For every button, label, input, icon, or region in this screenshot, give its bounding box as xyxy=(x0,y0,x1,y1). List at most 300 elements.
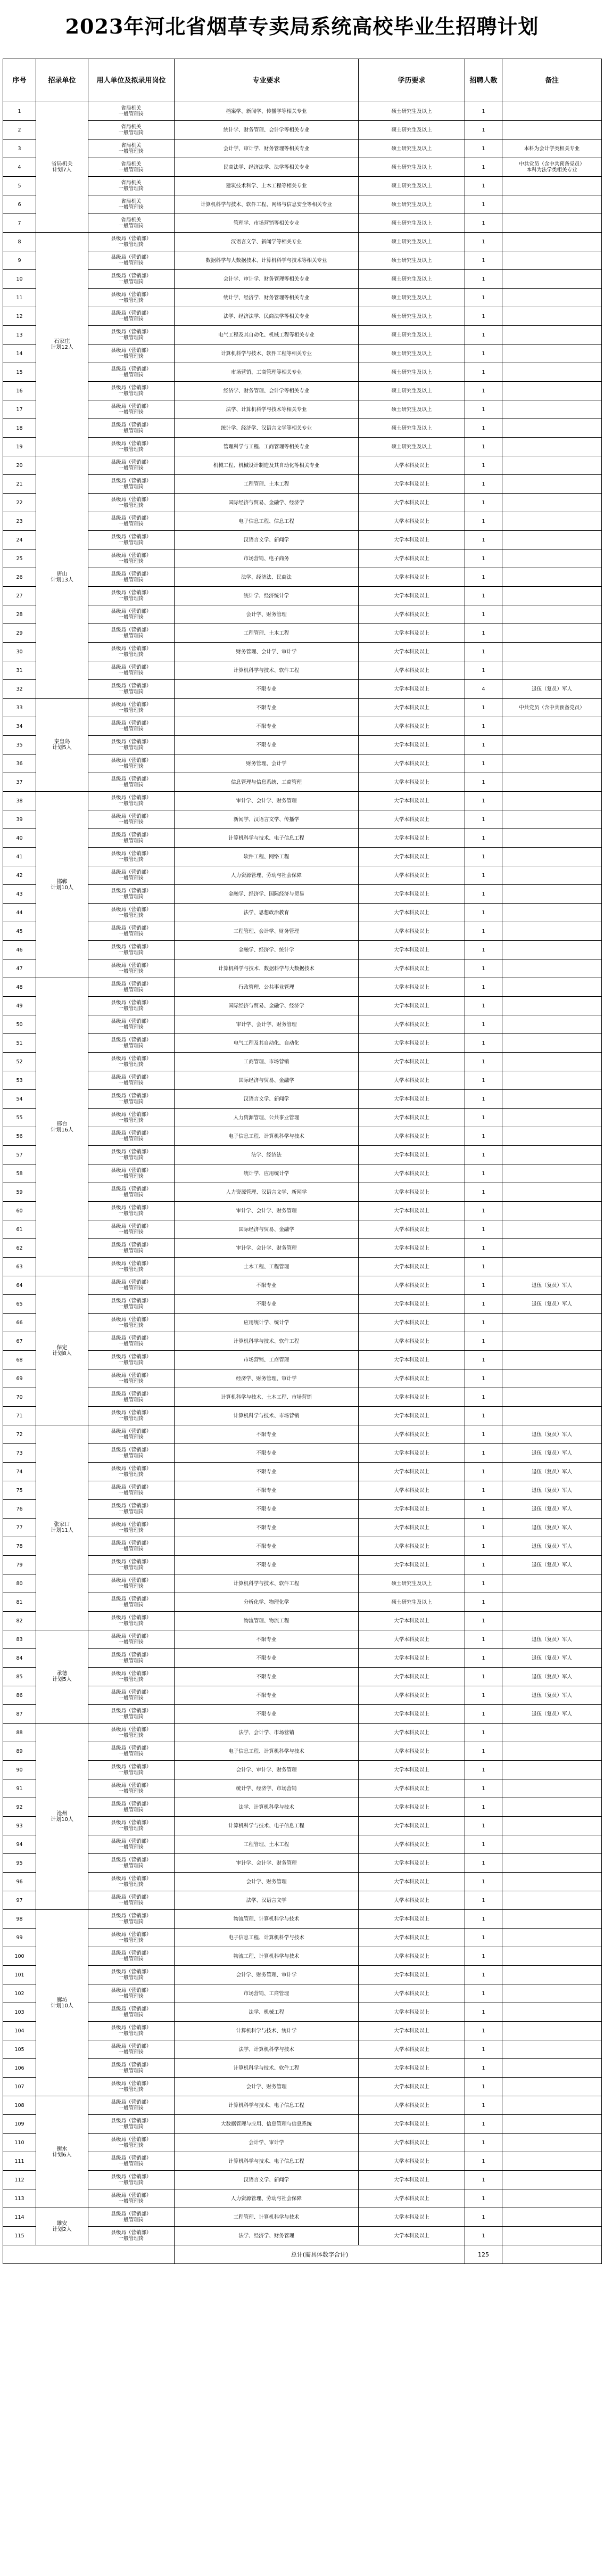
cell-major: 建筑技术科学、土木工程等相关专业 xyxy=(175,177,359,195)
cell-count: 1 xyxy=(465,1873,502,1891)
cell-count: 1 xyxy=(465,1369,502,1388)
cell-dept: 县级局（营销部） 一般管理岗 xyxy=(88,326,175,344)
total-blank xyxy=(3,2245,175,2264)
cell-remark: 退伍（复员）军人 xyxy=(502,1556,602,1574)
cell-remark xyxy=(502,1015,602,1034)
cell-remark xyxy=(502,1593,602,1612)
table-row xyxy=(3,1817,602,1835)
cell-count: 1 xyxy=(465,233,502,251)
cell-major: 法学、经济法学、民商法学等相关专业 xyxy=(175,307,359,326)
cell-count: 1 xyxy=(465,1183,502,1202)
cell-count: 1 xyxy=(465,2078,502,2096)
table-row xyxy=(3,1053,602,1071)
table-row xyxy=(3,1444,602,1463)
cell-major: 大数据管理与应用、信息管理与信息系统 xyxy=(175,2115,359,2134)
cell-edu: 大学本科及以上 xyxy=(359,736,465,754)
cell-count: 1 xyxy=(465,2134,502,2152)
cell-seq: 107 xyxy=(3,2078,36,2096)
cell-seq: 81 xyxy=(3,1593,36,1612)
cell-dept: 县级局（营销部） 一般管理岗 xyxy=(88,1481,175,1500)
table-row xyxy=(3,1649,602,1668)
table-row xyxy=(3,307,602,326)
table-row xyxy=(3,1798,602,1817)
cell-dept: 县级局（营销部） 一般管理岗 xyxy=(88,1761,175,1779)
cell-seq: 26 xyxy=(3,568,36,587)
cell-seq: 30 xyxy=(3,643,36,661)
cell-major: 电子信息工程、计算机科学与技术 xyxy=(175,1127,359,1146)
cell-major: 不限专业 xyxy=(175,1500,359,1519)
table-row xyxy=(3,1164,602,1183)
cell-count: 1 xyxy=(465,1779,502,1798)
cell-dept: 县级局（营销部） 一般管理岗 xyxy=(88,2171,175,2189)
header-remark: 备注 xyxy=(502,59,602,102)
cell-edu: 大学本科及以上 xyxy=(359,2208,465,2227)
cell-count: 1 xyxy=(465,2227,502,2245)
cell-dept: 县级局（营销部） 一般管理岗 xyxy=(88,475,175,494)
table-row xyxy=(3,2189,602,2208)
cell-major: 不限专业 xyxy=(175,1668,359,1686)
cell-count: 1 xyxy=(465,512,502,531)
cell-seq: 29 xyxy=(3,624,36,643)
cell-edu: 硕士研究生及以上 xyxy=(359,307,465,326)
cell-edu: 大学本科及以上 xyxy=(359,699,465,717)
cell-major: 不限专业 xyxy=(175,736,359,754)
cell-count: 1 xyxy=(465,531,502,549)
cell-count: 1 xyxy=(465,829,502,848)
cell-seq: 14 xyxy=(3,344,36,363)
cell-remark xyxy=(502,1090,602,1109)
cell-dept: 县级局（营销部） 一般管理岗 xyxy=(88,1873,175,1891)
cell-seq: 20 xyxy=(3,456,36,475)
cell-major: 土木工程、工程管理 xyxy=(175,1258,359,1276)
cell-seq: 13 xyxy=(3,326,36,344)
table-row xyxy=(3,326,602,344)
cell-major: 物流管理、计算机科学与技术 xyxy=(175,1910,359,1929)
table-row xyxy=(3,1742,602,1761)
cell-dept: 县级局（营销部） 一般管理岗 xyxy=(88,2078,175,2096)
cell-remark: 退伍（复员）军人 xyxy=(502,1276,602,1295)
table-row xyxy=(3,270,602,289)
cell-remark xyxy=(502,1779,602,1798)
cell-count: 1 xyxy=(465,773,502,792)
table-row xyxy=(3,2115,602,2134)
cell-dept: 县级局（营销部） 一般管理岗 xyxy=(88,270,175,289)
cell-major: 法学、计算机科学与技术 xyxy=(175,2040,359,2059)
cell-dept: 县级局（营销部） 一般管理岗 xyxy=(88,2152,175,2171)
cell-remark xyxy=(502,1369,602,1388)
cell-remark xyxy=(502,475,602,494)
cell-seq: 16 xyxy=(3,382,36,400)
cell-remark xyxy=(502,1127,602,1146)
cell-remark xyxy=(502,1071,602,1090)
cell-count: 1 xyxy=(465,1425,502,1444)
cell-edu: 大学本科及以上 xyxy=(359,1183,465,1202)
table-row xyxy=(3,1537,602,1556)
cell-dept: 县级局（营销部） 一般管理岗 xyxy=(88,605,175,624)
cell-dept: 县级局（营销部） 一般管理岗 xyxy=(88,810,175,829)
cell-dept: 县级局（营销部） 一般管理岗 xyxy=(88,531,175,549)
table-row xyxy=(3,1724,602,1742)
cell-count: 1 xyxy=(465,1593,502,1612)
cell-major: 计算机科学与技术、软件工程 xyxy=(175,1574,359,1593)
cell-count: 1 xyxy=(465,1556,502,1574)
cell-seq: 11 xyxy=(3,289,36,307)
cell-count: 1 xyxy=(465,1388,502,1407)
cell-seq: 31 xyxy=(3,661,36,680)
cell-remark: 退伍（复员）军人 xyxy=(502,1444,602,1463)
cell-dept: 县级局（营销部） 一般管理岗 xyxy=(88,959,175,978)
cell-count: 1 xyxy=(465,1519,502,1537)
table-row xyxy=(3,456,602,475)
cell-count: 1 xyxy=(465,1053,502,1071)
cell-dept: 县级局（营销部） 一般管理岗 xyxy=(88,773,175,792)
cell-major: 计算机科学与技术、电子信息工程 xyxy=(175,1817,359,1835)
cell-dept: 县级局（营销部） 一般管理岗 xyxy=(88,344,175,363)
cell-major: 人力资源管理、公共事业管理 xyxy=(175,1109,359,1127)
cell-dept: 县级局（营销部） 一般管理岗 xyxy=(88,1220,175,1239)
cell-remark: 退伍（复员）军人 xyxy=(502,1537,602,1556)
cell-remark xyxy=(502,568,602,587)
cell-major: 法学、经济法 xyxy=(175,1146,359,1164)
cell-major: 计算机科学与技术、电子信息工程 xyxy=(175,829,359,848)
cell-seq: 4 xyxy=(3,158,36,177)
table-row xyxy=(3,1966,602,1984)
cell-remark xyxy=(502,251,602,270)
cell-major: 金融学、经济学、国际经济与贸易 xyxy=(175,885,359,904)
cell-seq: 56 xyxy=(3,1127,36,1146)
table-row xyxy=(3,549,602,568)
cell-remark xyxy=(502,1929,602,1947)
cell-edu: 大学本科及以上 xyxy=(359,1817,465,1835)
cell-count: 1 xyxy=(465,2022,502,2040)
cell-major: 统计学、经济统计学 xyxy=(175,587,359,605)
cell-major: 经济学、财务管理、审计学 xyxy=(175,1369,359,1388)
cell-remark xyxy=(502,1724,602,1742)
cell-dept: 县级局（营销部） 一般管理岗 xyxy=(88,754,175,773)
cell-count: 1 xyxy=(465,754,502,773)
cell-dept: 县级局（营销部） 一般管理岗 xyxy=(88,1537,175,1556)
cell-seq: 83 xyxy=(3,1630,36,1649)
cell-major: 法学、会计学、市场营销 xyxy=(175,1724,359,1742)
cell-count: 1 xyxy=(465,1761,502,1779)
cell-major: 会计学、财务管理 xyxy=(175,1873,359,1891)
cell-major: 不限专业 xyxy=(175,1556,359,1574)
cell-remark xyxy=(502,1910,602,1929)
cell-seq: 47 xyxy=(3,959,36,978)
cell-major: 工程管理、计算机科学与技术 xyxy=(175,2208,359,2227)
cell-edu: 大学本科及以上 xyxy=(359,1425,465,1444)
table-row xyxy=(3,1705,602,1724)
cell-seq: 48 xyxy=(3,978,36,997)
cell-count: 1 xyxy=(465,699,502,717)
cell-count: 1 xyxy=(465,2189,502,2208)
cell-seq: 62 xyxy=(3,1239,36,1258)
cell-count: 1 xyxy=(465,102,502,121)
cell-dept: 县级局（营销部） 一般管理岗 xyxy=(88,456,175,475)
cell-count: 1 xyxy=(465,587,502,605)
total-remark xyxy=(502,2245,602,2264)
cell-major: 管理学、市场营销等相关专业 xyxy=(175,214,359,233)
cell-count: 1 xyxy=(465,307,502,326)
cell-remark xyxy=(502,2115,602,2134)
cell-major: 计算机科学与技术、软件工程、网络与信息安全等相关专业 xyxy=(175,195,359,214)
cell-remark xyxy=(502,885,602,904)
cell-remark xyxy=(502,1854,602,1873)
cell-seq: 50 xyxy=(3,1015,36,1034)
cell-major: 人力资源管理、汉语言文学、新闻学 xyxy=(175,1183,359,1202)
cell-count: 1 xyxy=(465,1146,502,1164)
cell-edu: 大学本科及以上 xyxy=(359,1295,465,1314)
cell-edu: 硕士研究生及以上 xyxy=(359,140,465,158)
cell-seq: 98 xyxy=(3,1910,36,1929)
cell-count: 1 xyxy=(465,1612,502,1630)
table-row xyxy=(3,1425,602,1444)
cell-remark xyxy=(502,438,602,456)
table-row xyxy=(3,1668,602,1686)
cell-edu: 大学本科及以上 xyxy=(359,792,465,810)
cell-count: 1 xyxy=(465,363,502,382)
page-title: 2023年河北省烟草专卖局系统高校毕业生招聘计划 xyxy=(65,14,539,38)
cell-edu: 硕士研究生及以上 xyxy=(359,177,465,195)
cell-edu: 大学本科及以上 xyxy=(359,1761,465,1779)
cell-dept: 县级局（营销部） 一般管理岗 xyxy=(88,1034,175,1053)
table-row xyxy=(3,1220,602,1239)
cell-dept: 县级局（营销部） 一般管理岗 xyxy=(88,2096,175,2115)
cell-seq: 21 xyxy=(3,475,36,494)
cell-remark: 退伍（复员）军人 xyxy=(502,1500,602,1519)
cell-dept: 县级局（营销部） 一般管理岗 xyxy=(88,289,175,307)
cell-remark xyxy=(502,1947,602,1966)
cell-count: 1 xyxy=(465,1724,502,1742)
cell-remark xyxy=(502,941,602,959)
cell-remark xyxy=(502,1183,602,1202)
cell-seq: 115 xyxy=(3,2227,36,2245)
cell-count: 1 xyxy=(465,1127,502,1146)
cell-major: 不限专业 xyxy=(175,1481,359,1500)
cell-remark xyxy=(502,661,602,680)
cell-dept: 县级局（营销部） 一般管理岗 xyxy=(88,400,175,419)
cell-seq: 88 xyxy=(3,1724,36,1742)
table-row xyxy=(3,568,602,587)
cell-seq: 23 xyxy=(3,512,36,531)
cell-dept: 省局机关 一般管理岗 xyxy=(88,177,175,195)
cell-seq: 93 xyxy=(3,1817,36,1835)
cell-remark xyxy=(502,810,602,829)
table-row xyxy=(3,2096,602,2115)
cell-dept: 省局机关 一般管理岗 xyxy=(88,140,175,158)
cell-edu: 大学本科及以上 xyxy=(359,624,465,643)
cell-edu: 大学本科及以上 xyxy=(359,2040,465,2059)
cell-seq: 79 xyxy=(3,1556,36,1574)
cell-seq: 32 xyxy=(3,680,36,699)
cell-seq: 114 xyxy=(3,2208,36,2227)
cell-major: 市场营销、电子商务 xyxy=(175,549,359,568)
cell-edu: 大学本科及以上 xyxy=(359,494,465,512)
cell-edu: 大学本科及以上 xyxy=(359,754,465,773)
cell-remark xyxy=(502,326,602,344)
cell-remark xyxy=(502,549,602,568)
cell-dept: 县级局（营销部） 一般管理岗 xyxy=(88,1314,175,1332)
cell-count: 1 xyxy=(465,2040,502,2059)
cell-count: 1 xyxy=(465,1929,502,1947)
cell-seq: 75 xyxy=(3,1481,36,1500)
cell-seq: 111 xyxy=(3,2152,36,2171)
cell-major: 会计学、审计学、财务管理等相关专业 xyxy=(175,270,359,289)
cell-remark xyxy=(502,624,602,643)
cell-major: 不限专业 xyxy=(175,1705,359,1724)
cell-edu: 大学本科及以上 xyxy=(359,1053,465,1071)
cell-remark xyxy=(502,1388,602,1407)
cell-edu: 大学本科及以上 xyxy=(359,475,465,494)
cell-edu: 大学本科及以上 xyxy=(359,1668,465,1686)
table-row xyxy=(3,1556,602,1574)
table-row xyxy=(3,1034,602,1053)
cell-seq: 102 xyxy=(3,1984,36,2003)
cell-seq: 104 xyxy=(3,2022,36,2040)
cell-count: 1 xyxy=(465,904,502,922)
cell-remark xyxy=(502,1761,602,1779)
cell-remark xyxy=(502,848,602,866)
cell-dept: 省局机关 一般管理岗 xyxy=(88,195,175,214)
cell-dept: 县级局（营销部） 一般管理岗 xyxy=(88,1686,175,1705)
cell-dept: 县级局（营销部） 一般管理岗 xyxy=(88,1854,175,1873)
cell-seq: 92 xyxy=(3,1798,36,1817)
cell-remark xyxy=(502,643,602,661)
cell-seq: 35 xyxy=(3,736,36,754)
cell-major: 金融学、经济学、统计学 xyxy=(175,941,359,959)
cell-dept: 县级局（营销部） 一般管理岗 xyxy=(88,1966,175,1984)
cell-major: 法学、思想政治教育 xyxy=(175,904,359,922)
cell-remark xyxy=(502,1164,602,1183)
cell-edu: 硕士研究生及以上 xyxy=(359,251,465,270)
cell-edu: 大学本科及以上 xyxy=(359,904,465,922)
cell-remark xyxy=(502,177,602,195)
cell-count: 1 xyxy=(465,549,502,568)
cell-edu: 硕士研究生及以上 xyxy=(359,382,465,400)
cell-remark: 退伍（复员）军人 xyxy=(502,1686,602,1705)
cell-remark xyxy=(502,904,602,922)
cell-major: 法学、计算机科学与技术等相关专业 xyxy=(175,400,359,419)
cell-seq: 74 xyxy=(3,1463,36,1481)
cell-major: 统计学、经济学、汉语言文学等相关专业 xyxy=(175,419,359,438)
cell-major: 计算机科学与技术、市场营销 xyxy=(175,1407,359,1425)
cell-remark xyxy=(502,922,602,941)
cell-dept: 县级局（营销部） 一般管理岗 xyxy=(88,699,175,717)
header-dept: 用人单位及拟录用岗位 xyxy=(88,59,175,102)
cell-seq: 38 xyxy=(3,792,36,810)
table-row xyxy=(3,661,602,680)
cell-major: 电子信息工程、计算机科学与技术 xyxy=(175,1742,359,1761)
cell-seq: 3 xyxy=(3,140,36,158)
cell-seq: 84 xyxy=(3,1649,36,1668)
header-row xyxy=(3,59,602,102)
table-row xyxy=(3,2078,602,2096)
cell-count: 1 xyxy=(465,326,502,344)
cell-seq: 8 xyxy=(3,233,36,251)
cell-edu: 硕士研究生及以上 xyxy=(359,438,465,456)
cell-unit: 秦皇岛 计划5人 xyxy=(36,699,88,792)
cell-major: 工商管理、市场营销 xyxy=(175,1053,359,1071)
cell-edu: 硕士研究生及以上 xyxy=(359,289,465,307)
cell-count: 1 xyxy=(465,195,502,214)
cell-count: 1 xyxy=(465,1463,502,1481)
cell-major: 审计学、会计学、财务管理 xyxy=(175,1015,359,1034)
cell-remark xyxy=(502,1574,602,1593)
cell-edu: 大学本科及以上 xyxy=(359,1015,465,1034)
cell-remark xyxy=(502,456,602,475)
cell-remark: 本科为会计学类相关专业 xyxy=(502,140,602,158)
cell-edu: 硕士研究生及以上 xyxy=(359,102,465,121)
cell-dept: 县级局（营销部） 一般管理岗 xyxy=(88,1146,175,1164)
cell-major: 汉语言文学、新闻学 xyxy=(175,531,359,549)
table-row xyxy=(3,1090,602,1109)
cell-remark xyxy=(502,419,602,438)
cell-count: 1 xyxy=(465,1835,502,1854)
cell-dept: 县级局（营销部） 一般管理岗 xyxy=(88,643,175,661)
cell-seq: 89 xyxy=(3,1742,36,1761)
cell-edu: 大学本科及以上 xyxy=(359,1835,465,1854)
cell-count: 1 xyxy=(465,456,502,475)
table-row xyxy=(3,1071,602,1090)
cell-count: 1 xyxy=(465,1314,502,1332)
cell-remark xyxy=(502,344,602,363)
table-row xyxy=(3,2171,602,2189)
table-row xyxy=(3,1109,602,1127)
table-row xyxy=(3,289,602,307)
header-count: 招聘人数 xyxy=(465,59,502,102)
table-row xyxy=(3,1351,602,1369)
cell-remark xyxy=(502,1984,602,2003)
cell-edu: 大学本科及以上 xyxy=(359,1873,465,1891)
cell-remark xyxy=(502,754,602,773)
cell-major: 计算机科学与技术、电子信息工程 xyxy=(175,2096,359,2115)
cell-unit: 张家口 计划11人 xyxy=(36,1425,88,1630)
cell-seq: 97 xyxy=(3,1891,36,1910)
cell-remark xyxy=(502,2227,602,2245)
cell-major: 不限专业 xyxy=(175,1425,359,1444)
table-row xyxy=(3,1910,602,1929)
table-row xyxy=(3,1295,602,1314)
table-row xyxy=(3,344,602,363)
cell-major: 工程管理、土木工程 xyxy=(175,475,359,494)
cell-dept: 县级局（营销部） 一般管理岗 xyxy=(88,1407,175,1425)
table-row xyxy=(3,1332,602,1351)
cell-count: 1 xyxy=(465,1705,502,1724)
cell-seq: 82 xyxy=(3,1612,36,1630)
cell-major: 计算机科学与技术、统计学 xyxy=(175,2022,359,2040)
table-row xyxy=(3,214,602,233)
cell-dept: 县级局（营销部） 一般管理岗 xyxy=(88,1724,175,1742)
cell-seq: 94 xyxy=(3,1835,36,1854)
cell-count: 1 xyxy=(465,848,502,866)
cell-count: 1 xyxy=(465,568,502,587)
table-row xyxy=(3,438,602,456)
cell-unit: 衡水 计划6人 xyxy=(36,2096,88,2208)
cell-major: 会计学、财务管理 xyxy=(175,2078,359,2096)
table-row xyxy=(3,1463,602,1481)
cell-count: 1 xyxy=(465,251,502,270)
table-row xyxy=(3,512,602,531)
cell-remark xyxy=(502,400,602,419)
cell-count: 1 xyxy=(465,2115,502,2134)
cell-remark xyxy=(502,2096,602,2115)
cell-major: 市场营销、工商管理 xyxy=(175,1984,359,2003)
cell-seq: 25 xyxy=(3,549,36,568)
cell-dept: 县级局（营销部） 一般管理岗 xyxy=(88,680,175,699)
cell-edu: 大学本科及以上 xyxy=(359,1276,465,1295)
cell-remark xyxy=(502,1835,602,1854)
cell-major: 新闻学、汉语言文学、传播学 xyxy=(175,810,359,829)
